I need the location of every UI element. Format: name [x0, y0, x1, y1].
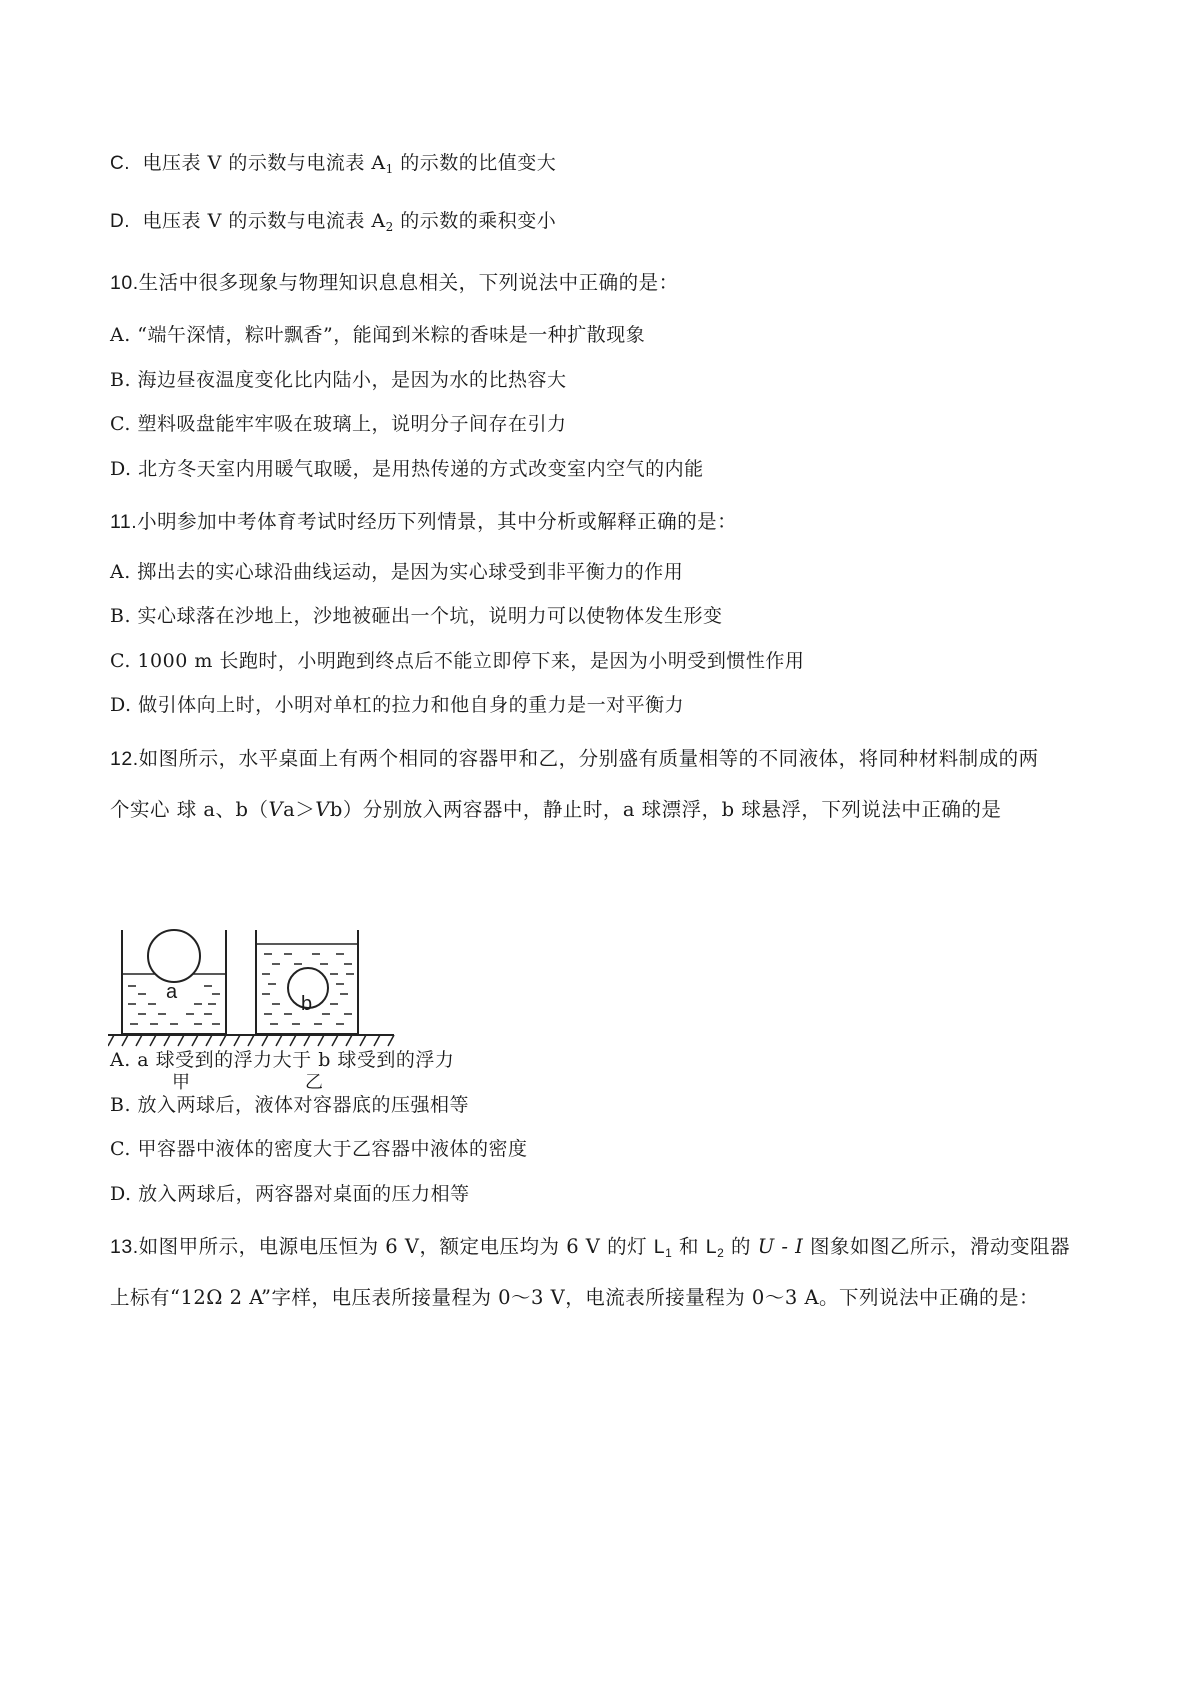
q12-stem-line1-text: 如图所示，水平桌面上有两个相同的容器甲和乙，分别盛有质量相等的不同液体，将同种材料制成的两 — [138, 747, 1039, 770]
q9-option-d — [110, 206, 556, 234]
q10-option-a: A. “端午深情，粽叶飘香”，能闻到米粽的香味是一种扩散现象 — [110, 324, 646, 346]
q9-option-d-tail: 的示数的乘积变小 — [393, 210, 557, 232]
q9-option-c-tail: 的示数的比值变大 — [393, 152, 557, 174]
q9-option-c-lead: C. — [110, 153, 130, 174]
q13-l2-sub: 2 — [717, 1246, 725, 1260]
q10-option-d: D. 北方冬天室内用暖气取暖，是用热传递的方式改变室内空气的内能 — [110, 458, 704, 480]
q12-stem-line1 — [110, 743, 1039, 771]
q13-stem-line2: 上标有“12Ω 2 A”字样，电压表所接量程为 0～3 V，电流表所接量程为 0～3 A。下列说法中正确的是： — [110, 1286, 1040, 1309]
q13-line1-c: 图象如图乙所示，滑动变阻器 — [803, 1235, 1071, 1258]
q13-ui-symbol: U - I — [757, 1235, 804, 1258]
q11-option-c: C. 1000 m 长跑时，小明跑到终点后不能立即停下来，是因为小明受到惯性作用 — [110, 650, 805, 672]
caption-yi: 乙 — [305, 1072, 323, 1093]
q13-l2: L — [705, 1236, 718, 1258]
q11-stem — [110, 506, 737, 534]
q13-and: 和 — [672, 1235, 706, 1258]
q9-option-c — [110, 148, 556, 176]
q10-option-c: C. 塑料吸盘能牢牢吸在玻璃上，说明分子间存在引力 — [110, 413, 567, 435]
q13-l1: L — [653, 1236, 666, 1258]
q13-line1-b: 的 — [724, 1235, 758, 1258]
q9-option-c-text: 电压表 V 的示数与电流表 A — [142, 152, 386, 174]
q10-number: 10. — [110, 272, 139, 294]
q10-option-b: B. 海边昼夜温度变化比内陆小，是因为水的比热容大 — [110, 369, 567, 391]
q12-volume-b-symbol: V — [315, 798, 330, 821]
q9-option-d-sub: 2 — [385, 220, 394, 234]
caption-jia: 甲 — [172, 1072, 190, 1093]
q10-stem — [110, 267, 679, 295]
q12-option-d: D. 放入两球后，两容器对桌面的压力相等 — [110, 1183, 470, 1205]
ball-a-label: a — [166, 981, 178, 1003]
q11-option-a: A. 掷出去的实心球沿曲线运动，是因为实心球受到非平衡力的作用 — [110, 561, 684, 583]
q12-stem-line2-b: a＞ — [283, 798, 316, 821]
q12-stem-line2-a: 个实心 球 a、b（ — [110, 798, 269, 821]
q9-option-d-lead: D. — [110, 211, 130, 232]
q10-stem-text: 生活中很多现象与物理知识息息相关，下列说法中正确的是： — [138, 271, 679, 294]
q13-number: 13. — [110, 1236, 139, 1258]
q12-stem-line2-c: b）分别放入两容器中，静止时，a 球漂浮，b 球悬浮，下列说法中正确的是 — [329, 798, 1002, 821]
q11-option-d: D. 做引体向上时，小明对单杠的拉力和他自身的重力是一对平衡力 — [110, 694, 685, 716]
q12-stem-line2 — [110, 794, 1001, 822]
containers-diagram — [108, 928, 400, 1056]
q13-stem-line1 — [110, 1231, 1070, 1260]
q11-option-b: B. 实心球落在沙地上，沙地被砸出一个坑，说明力可以使物体发生形变 — [110, 605, 723, 627]
q12-option-b: B. 放入两球后，液体对容器底的压强相等 — [110, 1094, 470, 1116]
q11-stem-text: 小明参加中考体育考试时经历下列情景，其中分析或解释正确的是： — [137, 510, 738, 533]
q9-option-d-text: 电压表 V 的示数与电流表 A — [142, 210, 386, 232]
q13-l1-sub: 1 — [665, 1246, 673, 1260]
ball-b-label: b — [301, 993, 313, 1015]
q12-volume-a-symbol: V — [268, 798, 284, 821]
q11-number: 11. — [110, 511, 138, 533]
q9-option-c-sub: 1 — [385, 162, 394, 176]
q13-line1-a: 如图甲所示，电源电压恒为 6 V，额定电压均为 6 V 的灯 — [138, 1235, 654, 1258]
ball-a — [148, 930, 200, 982]
q12-option-c: C. 甲容器中液体的密度大于乙容器中液体的密度 — [110, 1138, 528, 1160]
q12-number: 12. — [110, 748, 139, 770]
q12-option-a: A. a 球受到的浮力大于 b 球受到的浮力 — [110, 1049, 455, 1071]
